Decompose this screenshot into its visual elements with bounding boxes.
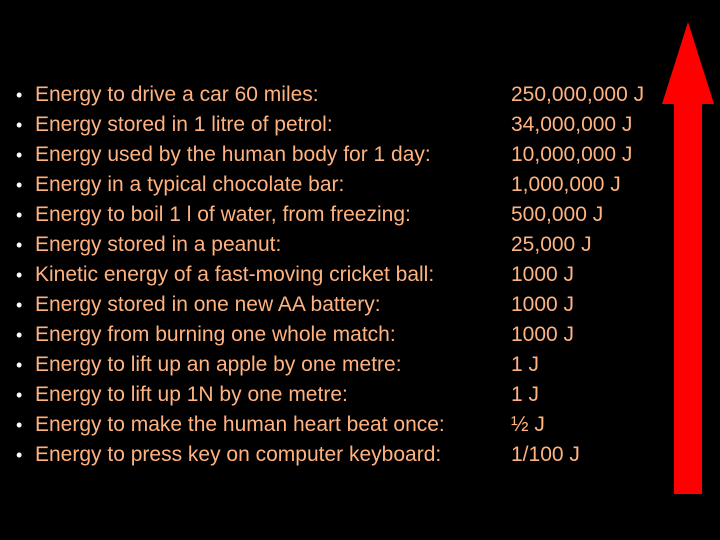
bullet: • [16,295,23,315]
bullet: • [16,445,23,465]
bullet: • [16,145,23,165]
energy-item [0,350,670,380]
energy-description: Energy stored in 1 litre of petrol: [35,113,333,136]
energy-item [0,140,670,170]
up-arrow-shape [662,22,714,494]
energy-item [0,410,670,440]
energy-item [0,290,670,320]
energy-item [0,170,670,200]
energy-description: Energy in a typical chocolate bar: [35,173,345,196]
energy-value: 34,000,000 J [511,113,633,136]
bullet: • [16,325,23,345]
energy-value: 1000 J [511,263,575,286]
energy-description: Energy to boil 1 l of water, from freezing: [35,203,411,226]
energy-item [0,200,670,230]
energy-value: 1,000,000 J [511,173,621,196]
energy-value: 1 J [511,383,540,406]
bullet: • [16,85,23,105]
bullet: • [16,385,23,405]
bullet: • [16,265,23,285]
energy-description: Energy to lift up an apple by one metre: [35,353,402,376]
energy-description: Energy to press key on computer keyboard: [35,443,442,466]
energy-value: 500,000 J [511,203,604,226]
bullet: • [16,235,23,255]
energy-value: 25,000 J [511,233,592,256]
energy-item [0,230,670,260]
energy-description: Energy to drive a car 60 miles: [35,83,319,106]
energy-item [0,80,670,110]
bullet: • [16,355,23,375]
energy-description: Energy from burning one whole match: [35,323,396,346]
energy-item [0,260,670,290]
energy-item [0,380,670,410]
energy-list [0,80,670,470]
energy-value: 1000 J [511,293,575,316]
energy-description: Kinetic energy of a fast-moving cricket ball: [35,263,435,286]
energy-value: 1000 J [511,323,575,346]
energy-description: Energy stored in one new AA battery: [35,293,381,316]
energy-description: Energy stored in a peanut: [35,233,282,256]
energy-item [0,440,670,470]
energy-description: Energy to make the human heart beat once: [35,413,445,436]
energy-description: Energy used by the human body for 1 day: [35,143,431,166]
bullet: • [16,175,23,195]
energy-item [0,110,670,140]
bullet: • [16,415,23,435]
energy-value: 1/100 J [511,443,580,466]
energy-value: 10,000,000 J [511,143,633,166]
bullet: • [16,115,23,135]
energy-item [0,320,670,350]
energy-value: ½ J [511,413,545,436]
bullet: • [16,205,23,225]
energy-description: Energy to lift up 1N by one metre: [35,383,348,406]
up-arrow-icon [660,20,716,496]
energy-value: 250,000,000 J [511,83,645,106]
energy-value: 1 J [511,353,540,376]
